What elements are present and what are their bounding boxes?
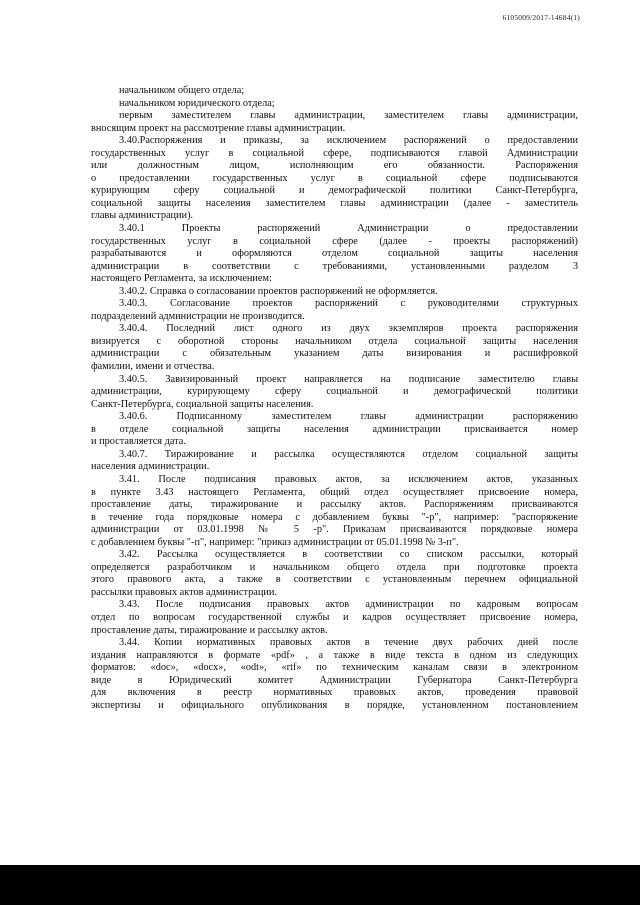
text-line: или должностным лицом, исполняющим его обязанности. Распоряжения [91, 160, 578, 172]
text-line: 3.40.2. Справка о согласовании проектов распоряжений не оформляется. [119, 285, 438, 297]
document-body [91, 85, 578, 712]
text-line: 3.40.Распоряжения и приказы, за исключением распоряжений о предоставлении [119, 135, 578, 147]
text-line: вносящим проект на рассмотрение главы администрации. [91, 122, 346, 134]
text-line: 3.42. Рассылка осуществляется в соответствии со списком рассылки, который [119, 549, 578, 561]
text-line: 3.44. Копии нормативных правовых актов в течение двух рабочих дней после [119, 637, 578, 649]
scan-bottom-border [0, 865, 640, 905]
text-line: в отделе социальной защиты населения администрации присваивается номер [91, 423, 578, 435]
text-line: главы администрации). [91, 210, 194, 222]
text-line: отдел по вопросам государственной службы и кадров осуществляет присвоение номера, [91, 611, 578, 623]
text-line: этого правового акта, а также в соответствии с установленным перечнем официальной [91, 574, 578, 586]
text-line: визируется с оборотной стороны начальником отдела социальной защиты населения [91, 335, 578, 347]
text-line: государственных услуг в социальной сфере (далее - проекты распоряжений) [91, 235, 578, 247]
text-line: издания направляются в формате «pdf» , а также в виде текста в одном из следующих [91, 649, 578, 661]
text-line: курирующим сферу социальной и демографической политики Санкт-Петербурга, [91, 185, 578, 197]
text-line: проставление даты, тиражирование и рассылку актов. [91, 624, 328, 636]
text-line: экспертизы и официального опубликования в порядке, установленном постановлением [91, 699, 578, 711]
text-line: рассылки правовых актов администрации. [91, 586, 277, 598]
text-line: Санкт-Петербурга, социальной защиты населения. [91, 398, 314, 410]
text-line: о предоставлении государственных услуг в социальной сфере подписываются [91, 172, 578, 184]
text-line: разрабатываются и оформляются отделом социальной защиты населения [91, 248, 578, 260]
text-line: форматов: «doc», «docx», «odt», «rtf» по техническим каналам связи в электронном [91, 662, 578, 674]
text-line: проставление даты, тиражирование и рассылку актов. Распоряжениям присваиваются [91, 499, 578, 511]
text-line: для включения в реестр нормативных правовых актов, проведения правовой [91, 687, 578, 699]
text-line: администрации, курирующему сферу социальной и демографической политики [91, 386, 578, 398]
text-line: администрации от 03.01.1998 № 5 -р". Приказам присваиваются порядковые номера [91, 524, 578, 536]
text-line: 3.40.6. Подписанному заместителем главы администрации распоряжению [119, 411, 578, 423]
text-line: 3.41. После подписания правовых актов, за исключением актов, указанных [119, 473, 578, 485]
text-line: подразделений администрации не производится. [91, 310, 305, 322]
text-line: 3.40.3. Согласование проектов распоряжений с руководителями структурных [119, 298, 578, 310]
text-line: фамилии, имени и отчества. [91, 361, 215, 373]
text-line: 3.40.7. Тиражирование и рассылка осуществляются отделом социальной защиты [119, 448, 578, 460]
text-line: 3.40.1 Проекты распоряжений Администрации о предоставлении [119, 223, 578, 235]
text-line: с добавлением буквы "-п", например: "приказ администрации от 05.01.1998 № 3-п". [91, 536, 459, 548]
text-line: администрации в соответствии с требованиями, установленными разделом 3 [91, 260, 578, 272]
text-line: 3.43. После подписания правовых актов администрации по кадровым вопросам [119, 599, 578, 611]
text-line: первым заместителем главы администрации, заместителем главы администрации, [119, 110, 578, 122]
text-line: социальной защиты населения заместителем главы администрации (далее - заместитель [91, 197, 578, 209]
text-line: и проставляется дата. [91, 436, 186, 448]
text-line: 3.40.5. Завизированный проект направляется на подписание заместителю главы [119, 373, 578, 385]
text-line: в пункте 3.43 настоящего Регламента, общий отдел осуществляет присвоение номера, [91, 486, 578, 498]
text-line: начальником общего отдела; [119, 85, 245, 96]
text-line: в течение года порядковые номера с добавлением буквы "-р", например: "распоряжение [91, 511, 578, 523]
text-line: 3.40.4. Последний лист одного из двух экземпляров проекта распоряжения [119, 323, 578, 335]
text-line: определяется разработчиком и начальником общего отдела при подготовке проекта [91, 561, 578, 573]
text-line: виде в Юридический комитет Администрации Губернатора Санкт-Петербурга [91, 674, 578, 686]
text-line: государственных услуг в социальной сфере, подписываются главой Администрации [91, 147, 578, 159]
text-line: населения администрации. [91, 461, 210, 473]
document-registration-number: 6105009/2017-14684(1) [502, 13, 580, 22]
text-line: начальником юридического отдела; [119, 97, 275, 109]
text-line: настоящего Регламента, за исключением: [91, 273, 272, 285]
text-line: администрации с обязательным указанием даты визирования и расшифровкой [91, 348, 578, 360]
